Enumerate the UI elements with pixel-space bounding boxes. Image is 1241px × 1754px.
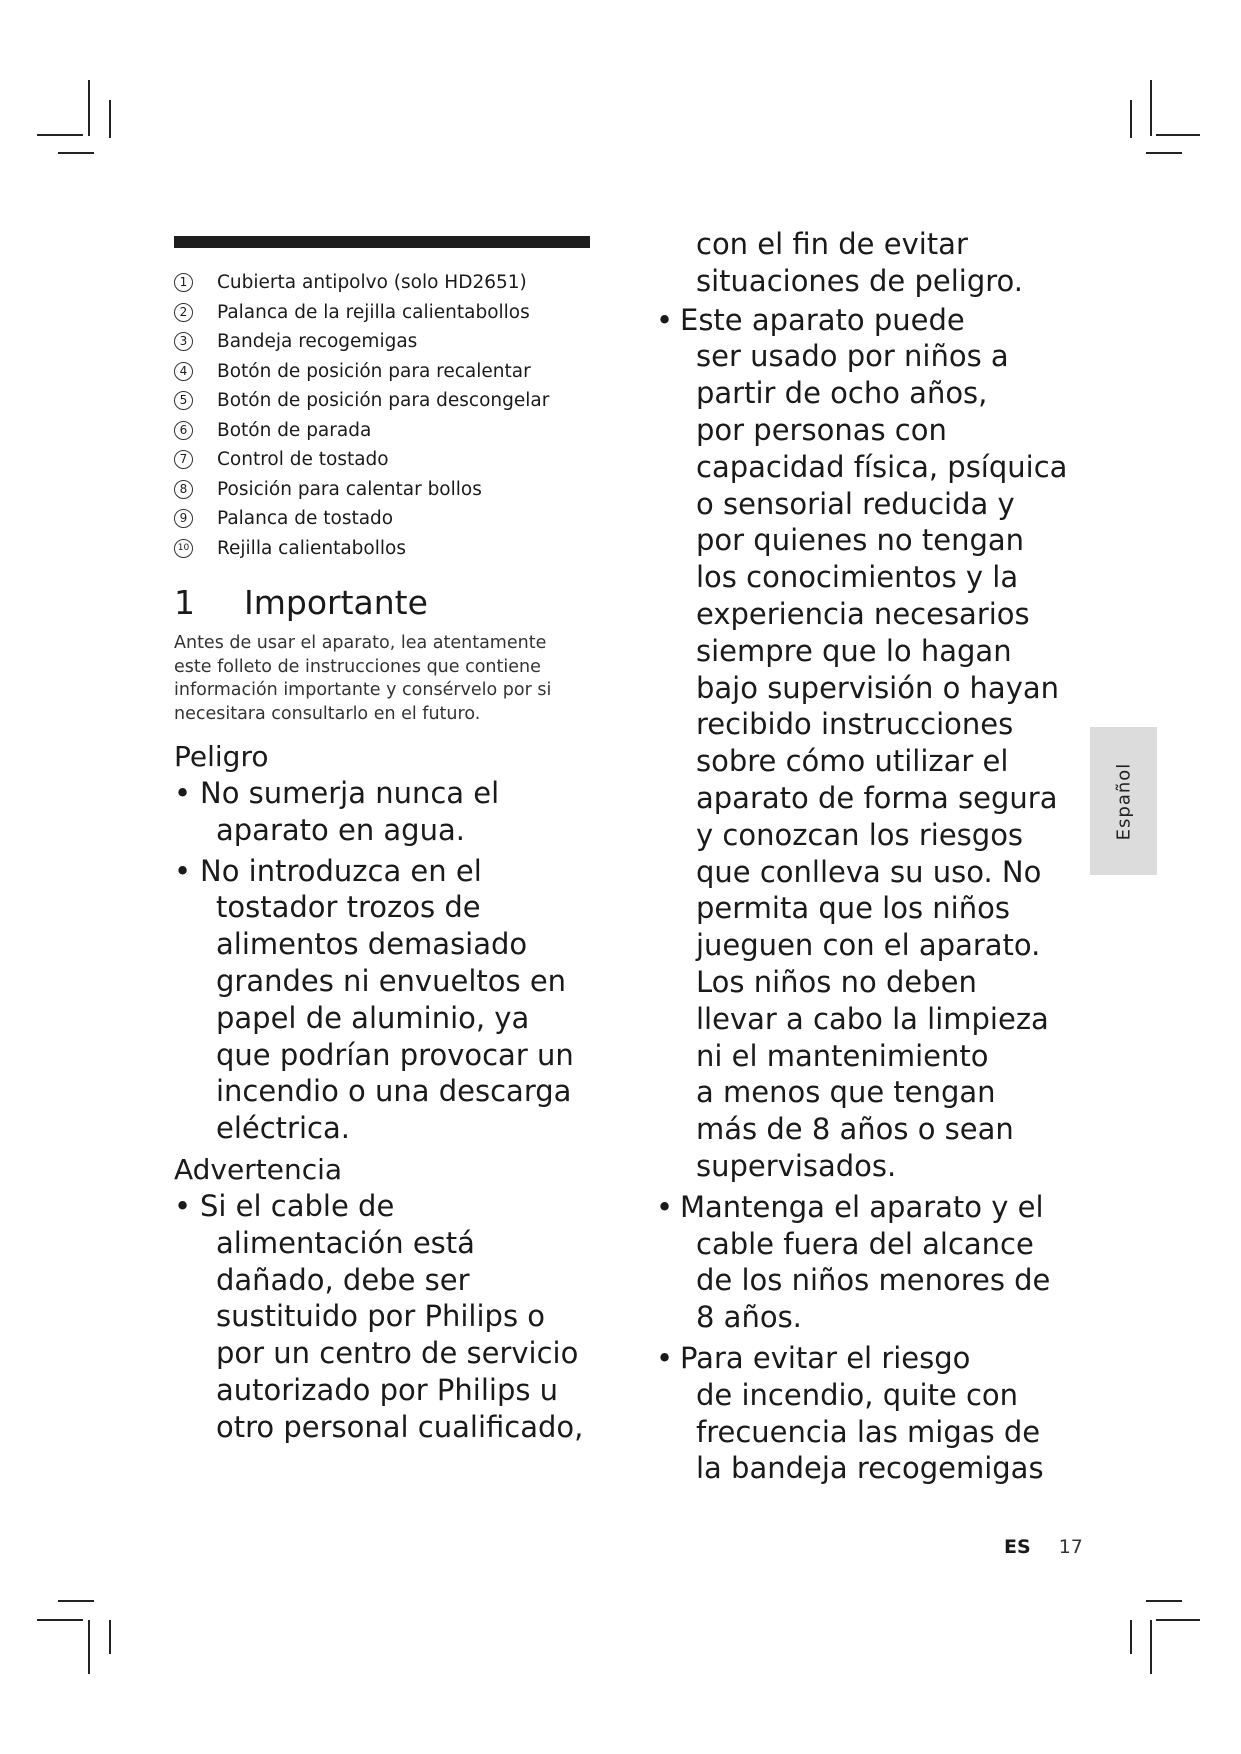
intro-line: este folleto de instrucciones que contiene <box>174 656 541 677</box>
section-number: 1 <box>174 583 195 622</box>
part-label: Botón de posición para recalentar <box>217 360 531 382</box>
crop-mark <box>1130 100 1132 138</box>
text-line: No introduzca en el <box>200 853 482 888</box>
text-line: sobre cómo utilizar el <box>696 744 1009 779</box>
crop-mark <box>88 80 90 136</box>
text-line: experiencia necesarios <box>696 596 1030 631</box>
parts-list-item <box>174 268 594 298</box>
part-number: 7 <box>174 450 193 469</box>
warning-heading: Advertencia <box>174 1152 343 1186</box>
text-line: que conlleva su uso. No <box>696 854 1042 889</box>
crop-mark <box>37 1619 83 1621</box>
text-line: la bandeja recogemigas <box>696 1451 1044 1486</box>
text-line: papel de aluminio, ya <box>216 1000 530 1035</box>
part-number: 9 <box>174 509 193 528</box>
crop-mark <box>109 1620 111 1654</box>
page-footer <box>1004 1536 1083 1558</box>
danger-item <box>174 775 594 849</box>
text-line: cable fuera del alcance <box>696 1226 1034 1261</box>
text-line: aparato en agua. <box>216 812 465 847</box>
bullet-glyph: • <box>656 302 674 337</box>
text-line: Para evitar el riesgo <box>680 1340 971 1375</box>
intro-line: necesitara consultarlo en el futuro. <box>174 703 481 724</box>
crop-mark <box>88 1620 90 1674</box>
part-number: 8 <box>174 480 193 499</box>
text-line: Los niños no deben <box>696 964 977 999</box>
section-title: Importante <box>244 583 428 622</box>
part-number: 2 <box>174 303 193 322</box>
danger-list <box>174 775 594 1147</box>
text-line: de incendio, quite con <box>696 1377 1019 1412</box>
text-line: por quienes no tengan <box>696 523 1025 558</box>
text-line: Si el cable de <box>200 1188 395 1223</box>
text-line: y conozcan los riesgos <box>696 817 1024 852</box>
bullet-glyph: • <box>656 1189 674 1224</box>
text-line: jueguen con el aparato. <box>696 928 1041 963</box>
part-label: Bandeja recogemigas <box>217 331 418 353</box>
crop-mark <box>1156 1619 1200 1621</box>
text-line: Mantenga el aparato y el <box>680 1189 1044 1224</box>
text-line: Este aparato puede <box>680 302 965 337</box>
right-column <box>656 226 1086 1487</box>
text-line: alimentación está <box>216 1225 475 1260</box>
text-line: tostador trozos de <box>216 890 481 925</box>
crop-mark <box>37 134 83 136</box>
text-line: eléctrica. <box>216 1111 350 1146</box>
crop-mark <box>1146 152 1182 154</box>
text-line: siempre que lo hagan <box>696 633 1012 668</box>
text-line: con el fin de evitar <box>696 227 968 261</box>
language-side-tab <box>1090 727 1157 875</box>
section-bar <box>174 236 590 248</box>
intro-line: información importante y consérvelo por si <box>174 680 552 700</box>
text-line: dañado, debe ser <box>216 1262 470 1297</box>
text-line: por personas con <box>696 412 947 447</box>
bullet-glyph: • <box>174 853 192 888</box>
text-line: más de 8 años o sean <box>696 1112 1014 1147</box>
parts-list-item <box>174 504 594 534</box>
parts-list-item <box>174 534 594 564</box>
warning-item <box>656 1189 1086 1336</box>
left-column <box>174 236 594 1446</box>
parts-list-item <box>174 475 594 505</box>
crop-mark <box>58 1600 94 1602</box>
text-line: partir de ocho años, <box>696 376 988 411</box>
text-line: incendio o una descarga <box>216 1074 572 1109</box>
warning-item <box>174 1188 594 1446</box>
parts-list-item <box>174 327 594 357</box>
footer-language-code: ES <box>1004 1536 1031 1558</box>
text-line: los conocimientos y la <box>696 560 1019 595</box>
text-line: autorizado por Philips u <box>216 1372 559 1407</box>
warning-item <box>656 302 1086 1185</box>
text-line: situaciones de peligro. <box>696 263 1023 298</box>
part-number: 5 <box>174 391 193 410</box>
text-line: sustituido por Philips o <box>216 1299 546 1334</box>
text-line: que podrían provocar un <box>216 1037 574 1072</box>
text-line: por un centro de servicio <box>216 1336 579 1371</box>
part-number: 10 <box>174 539 193 558</box>
crop-mark <box>1146 1600 1182 1602</box>
danger-heading: Peligro <box>174 740 269 773</box>
page-number: 17 <box>1058 1536 1083 1558</box>
text-line: llevar a cabo la limpieza <box>696 1001 1049 1036</box>
part-label: Rejilla calientabollos <box>217 537 406 559</box>
crop-mark <box>1156 134 1200 136</box>
part-number: 6 <box>174 421 193 440</box>
warning-item <box>656 1340 1086 1487</box>
language-tab-label: Español <box>1113 762 1135 840</box>
bullet-glyph: • <box>656 1340 674 1375</box>
warning-list <box>174 1188 594 1446</box>
crop-mark <box>58 152 94 154</box>
text-line: 8 años. <box>696 1300 802 1335</box>
text-line: frecuencia las migas de <box>696 1414 1041 1449</box>
text-line: ser usado por niños a <box>696 339 1009 374</box>
parts-list-item <box>174 298 594 328</box>
warning-list-continued <box>656 226 1086 1487</box>
part-label: Posición para calentar bollos <box>217 478 482 500</box>
text-line: recibido instrucciones <box>696 707 1014 742</box>
crop-mark <box>1130 1620 1132 1654</box>
text-line: grandes ni envueltos en <box>216 963 567 998</box>
crop-mark <box>1150 1620 1152 1674</box>
parts-list-item <box>174 357 594 387</box>
bullet-glyph: • <box>174 776 192 810</box>
text-line: bajo supervisión o hayan <box>696 670 1060 705</box>
section-heading <box>174 583 594 622</box>
warning-continuation <box>656 226 1086 300</box>
part-number: 4 <box>174 362 193 381</box>
text-line: capacidad física, psíquica <box>696 449 1068 484</box>
parts-list-item <box>174 386 594 416</box>
intro-paragraph <box>174 632 594 726</box>
bullet-glyph: • <box>174 1188 192 1223</box>
text-line: a menos que tengan <box>696 1075 996 1110</box>
text-line: otro personal cualificado, <box>216 1409 584 1444</box>
parts-list <box>174 268 594 563</box>
part-label: Cubierta antipolvo (solo HD2651) <box>217 272 527 294</box>
text-line: alimentos demasiado <box>216 927 528 962</box>
text-line: permita que los niños <box>696 891 1010 926</box>
text-line: o sensorial reducida y <box>696 486 1015 521</box>
part-label: Palanca de la rejilla calientabollos <box>217 301 530 323</box>
part-number: 3 <box>174 332 193 351</box>
part-number: 1 <box>174 273 193 292</box>
part-label: Control de tostado <box>217 449 389 471</box>
part-label: Palanca de tostado <box>217 508 394 530</box>
text-line: aparato de forma segura <box>696 780 1058 815</box>
intro-line: Antes de usar el aparato, lea atentamente <box>174 633 547 653</box>
text-line: ni el mantenimiento <box>696 1038 989 1073</box>
text-line: de los niños menores de <box>696 1263 1051 1298</box>
part-label: Botón de posición para descongelar <box>217 390 550 412</box>
crop-mark <box>109 100 111 138</box>
parts-list-item <box>174 416 594 446</box>
text-line: No sumerja nunca el <box>200 776 500 810</box>
parts-list-item <box>174 445 594 475</box>
crop-mark <box>1150 80 1152 136</box>
danger-item <box>174 853 594 1147</box>
part-label: Botón de parada <box>217 419 372 441</box>
text-line: supervisados. <box>696 1148 897 1183</box>
